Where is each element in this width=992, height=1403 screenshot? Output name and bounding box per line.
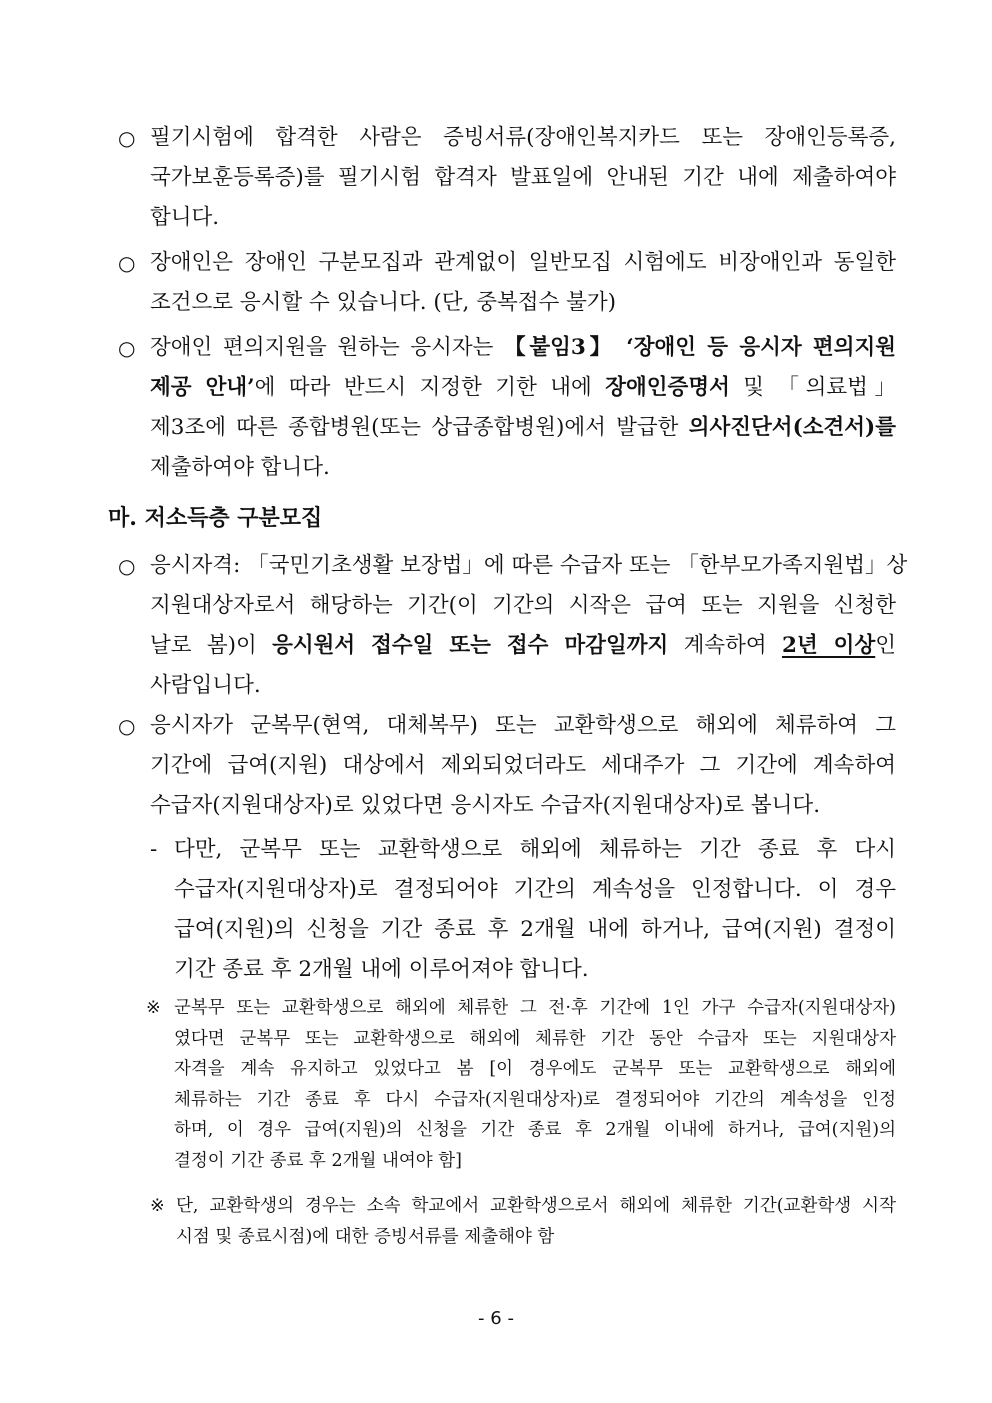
text-line: 다만, 군복무 또는 교환학생으로 해외에 체류하는 기간 종료 후 다시 bbox=[174, 837, 896, 862]
text-run: 계속하여 bbox=[668, 633, 782, 658]
text-run: 제3조에 따른 종합병원(또는 상급종합병원)에서 발급한 bbox=[150, 415, 689, 440]
note-line: 군복무 또는 교환학생으로 해외에 체류한 그 전·후 기간에 1인 가구 수급자(지원대상자) bbox=[174, 998, 896, 1018]
text-run: 장애인 편의지원을 원하는 응시자는 bbox=[150, 335, 505, 360]
note-line: 하며, 이 경우 급여(지원)의 신청을 기간 종료 후 2개월 이내에 하거나, 급여(지원)의 bbox=[174, 1120, 896, 1140]
dash-bullet: - bbox=[150, 837, 158, 862]
text-line: 사람입니다. bbox=[150, 673, 261, 698]
text-run: 인 bbox=[875, 633, 896, 658]
text-line: 수급자(지원대상자)로 있었다면 응시자도 수급자(지원대상자)로 봅니다. bbox=[150, 793, 821, 818]
bold-text: 의사진단서(소견서)를 bbox=[688, 415, 896, 440]
text-line: 응시자가 군복무(현역, 대체복무) 또는 교환학생으로 해외에 체류하여 그 bbox=[150, 713, 896, 738]
note-line: 결정이 기간 종료 후 2개월 내여야 함] bbox=[174, 1150, 463, 1171]
bold-underlined-text: 2년 이상 bbox=[781, 633, 876, 658]
text-run: 및 「의료법」 bbox=[729, 375, 897, 400]
text-line: 응시자격: 「국민기초생활 보장법」에 따른 수급자 또는 「한부모가족지원법」상 bbox=[150, 553, 908, 578]
reference-mark: ※ bbox=[146, 998, 161, 1018]
bold-text: 【붙임3】 ‘장애인 등 응시자 편의지원 bbox=[504, 335, 897, 360]
page-number: - 6 - bbox=[478, 1308, 514, 1329]
bold-text: 제공 안내’ bbox=[150, 375, 255, 400]
text-line bbox=[150, 368, 896, 408]
note-line: 시점 및 종료시점)에 대한 증빙서류를 제출해야 함 bbox=[176, 1226, 555, 1247]
note-line: 체류하는 기간 종료 후 다시 수급자(지원대상자)로 결정되어야 기간의 계속성을 인정 bbox=[174, 1089, 896, 1110]
circle-bullet: ○ bbox=[118, 126, 136, 150]
circle-bullet: ○ bbox=[118, 336, 136, 360]
circle-bullet: ○ bbox=[118, 714, 136, 738]
text-line bbox=[150, 408, 896, 448]
text-line: 급여(지원)의 신청을 기간 종료 후 2개월 내에 하거나, 급여(지원) 결정이 bbox=[174, 917, 896, 942]
circle-bullet: ○ bbox=[118, 554, 136, 578]
text-line: 조건으로 응시할 수 있습니다. (단, 중복접수 불가) bbox=[150, 290, 617, 315]
bold-text: 응시원서 접수일 또는 접수 마감일까지 bbox=[272, 633, 669, 658]
reference-mark: ※ bbox=[150, 1196, 165, 1216]
note-line: 자격을 계속 유지하고 있었다고 봄 [이 경우에도 군복무 또는 교환학생으로 해외에 bbox=[174, 1059, 896, 1079]
text-line: 기간에 급여(지원) 대상에서 제외되었더라도 세대주가 그 기간에 계속하여 bbox=[150, 753, 896, 778]
text-line: 필기시험에 합격한 사람은 증빙서류(장애인복지카드 또는 장애인등록증, bbox=[150, 125, 896, 150]
text-run: 날로 봄)이 bbox=[150, 633, 273, 658]
text-line bbox=[150, 328, 896, 368]
text-line: 지원대상자로서 해당하는 기간(이 기간의 시작은 급여 또는 지원을 신청한 bbox=[150, 593, 896, 618]
text-line: 수급자(지원대상자)로 결정되어야 기간의 계속성을 인정합니다. 이 경우 bbox=[174, 877, 896, 902]
text-line: 장애인은 장애인 구분모집과 관계없이 일반모집 시험에도 비장애인과 동일한 bbox=[150, 250, 896, 275]
text-line: 제출하여야 합니다. bbox=[150, 455, 330, 480]
circle-bullet: ○ bbox=[118, 251, 136, 275]
text-line: 국가보훈등록증)를 필기시험 합격자 발표일에 안내된 기간 내에 제출하여야 bbox=[150, 165, 896, 190]
note-line: 였다면 군복무 또는 교환학생으로 해외에 체류한 기간 동안 수급자 또는 지원대상자 bbox=[174, 1028, 896, 1049]
section-heading: 마. 저소득층 구분모집 bbox=[108, 505, 323, 531]
text-line bbox=[150, 626, 896, 666]
bold-text: 장애인증명서 bbox=[605, 375, 730, 400]
note-line: 단, 교환학생의 경우는 소속 학교에서 교환학생으로서 해외에 체류한 기간(교환학생 시작 bbox=[176, 1196, 896, 1216]
text-line: 합니다. bbox=[150, 205, 220, 230]
text-line: 기간 종료 후 2개월 내에 이루어져야 합니다. bbox=[174, 957, 589, 982]
text-run: 에 따라 반드시 지정한 기한 내에 bbox=[254, 375, 606, 400]
